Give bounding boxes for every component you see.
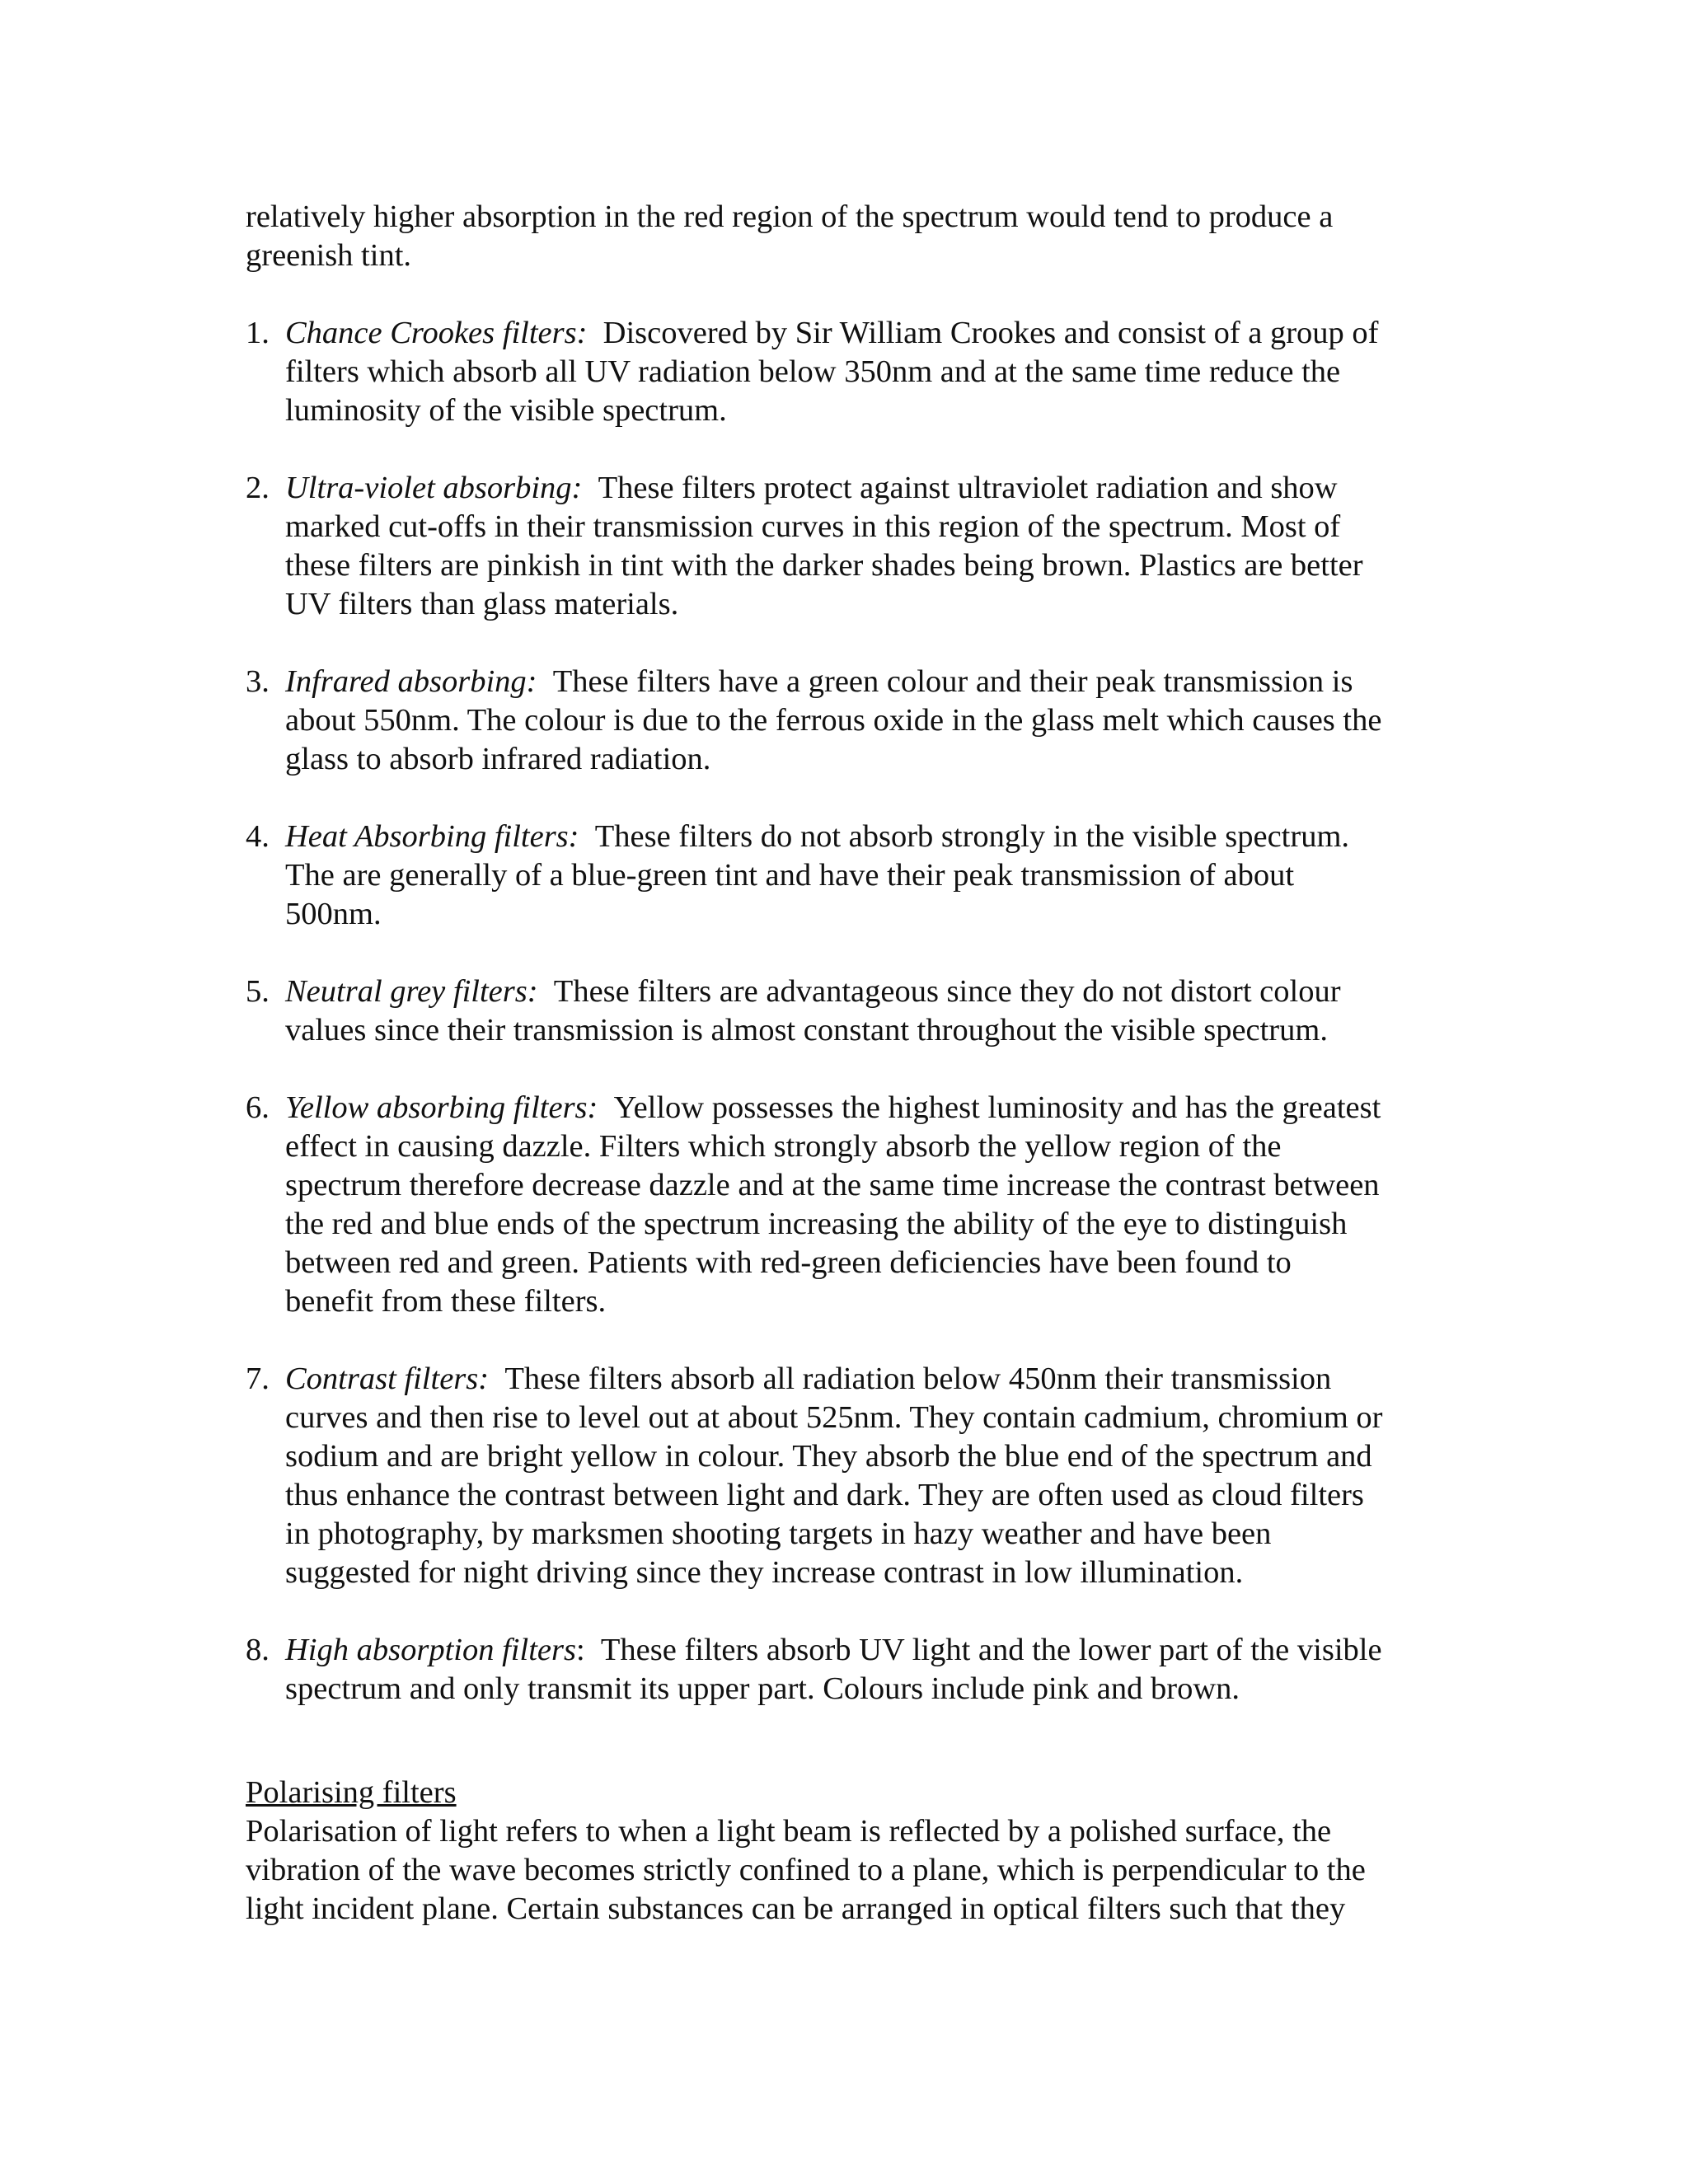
text-line: spectrum and only transmit its upper part. Colours include pink and brown. [285,1671,1240,1706]
text-line: These filters protect against ultraviolet radiation and show [598,471,1338,505]
intro-paragraph [246,198,1449,275]
text-line: these filters are pinkish in tint with the darker shades being brown. Plastics are better [285,548,1363,583]
text-line: These filters are advantageous since they do not distort colour [553,974,1341,1009]
text-line: UV filters than glass materials. [285,587,679,621]
list-term-suffix: : [575,1633,585,1667]
text-line: These filters have a green colour and their peak transmission is [552,664,1353,699]
list-number: 2. [246,471,270,505]
list-term: Ultra-violet absorbing: [285,471,583,505]
list-term: High absorption filters [285,1633,576,1667]
text-line: curves and then rise to level out at about 525nm. They contain cadmium, chromium or [285,1400,1383,1435]
text-line: about 550nm. The colour is due to the ferrous oxide in the glass melt which causes the [285,703,1382,738]
text-line: benefit from these filters. [285,1284,607,1319]
list-term: Contrast filters: [285,1361,490,1396]
text-line: light incident plane. Certain substances can be arranged in optical filters such that they [246,1891,1346,1926]
list-term: Chance Crookes filters: [285,316,588,350]
text-line: relatively higher absorption in the red region of the spectrum would tend to produce a [246,199,1334,234]
text-line: the red and blue ends of the spectrum increasing the ability of the eye to distinguish [285,1207,1348,1241]
text-line: thus enhance the contrast between light and dark. They are often used as cloud filters [285,1478,1364,1512]
list-term: Yellow absorbing filters: [285,1090,598,1125]
text-line: vibration of the wave becomes strictly confined to a plane, which is perpendicular to the [246,1853,1366,1887]
text-line: effect in causing dazzle. Filters which strongly absorb the yellow region of the [285,1129,1282,1164]
text-line: marked cut-offs in their transmission curves in this region of the spectrum. Most of [285,509,1341,544]
list-number: 8. [246,1633,270,1667]
text-line: in photography, by marksmen shooting targets in hazy weather and have been [285,1516,1272,1551]
list-term: Infrared absorbing: [285,664,537,699]
section-heading: Polarising filters [246,1775,457,1810]
list-term: Heat Absorbing filters: [285,819,579,854]
list-number: 6. [246,1090,270,1125]
text-line: glass to absorb infrared radiation. [285,742,711,776]
text-line: These filters do not absorb strongly in the visible spectrum. [594,819,1350,854]
list-number: 1. [246,316,270,350]
list-number: 5. [246,974,270,1009]
text-line: 500nm. [285,897,382,931]
list-number: 7. [246,1361,270,1396]
text-line: These filters absorb all radiation below 450nm their transmission [504,1361,1332,1396]
list-number: 3. [246,664,270,699]
section-paragraph [246,1812,1449,1929]
text-line: Discovered by Sir William Crookes and consist of a group of [603,316,1379,350]
text-line: The are generally of a blue-green tint and have their peak transmission of about [285,858,1295,893]
text-line: These filters absorb UV light and the lower part of the visible [600,1633,1382,1667]
text-line: between red and green. Patients with red-green deficiencies have been found to [285,1245,1292,1280]
text-line: spectrum therefore decrease dazzle and at the same time increase the contrast between [285,1168,1380,1202]
text-line: luminosity of the visible spectrum. [285,393,727,428]
list-number: 4. [246,819,270,854]
text-line: greenish tint. [246,238,412,273]
list-term: Neutral grey filters: [285,974,538,1009]
text-line: Polarisation of light refers to when a light beam is reflected by a polished surface, the [246,1814,1332,1849]
text-line: Yellow possesses the highest luminosity and has the greatest [613,1090,1381,1125]
text-line: sodium and are bright yellow in colour. They absorb the blue end of the spectrum and [285,1439,1372,1474]
text-line: filters which absorb all UV radiation below 350nm and at the same time reduce the [285,354,1341,389]
text-line: suggested for night driving since they increase contrast in low illumination. [285,1555,1244,1590]
text-line: values since their transmission is almost constant throughout the visible spectrum. [285,1013,1328,1047]
